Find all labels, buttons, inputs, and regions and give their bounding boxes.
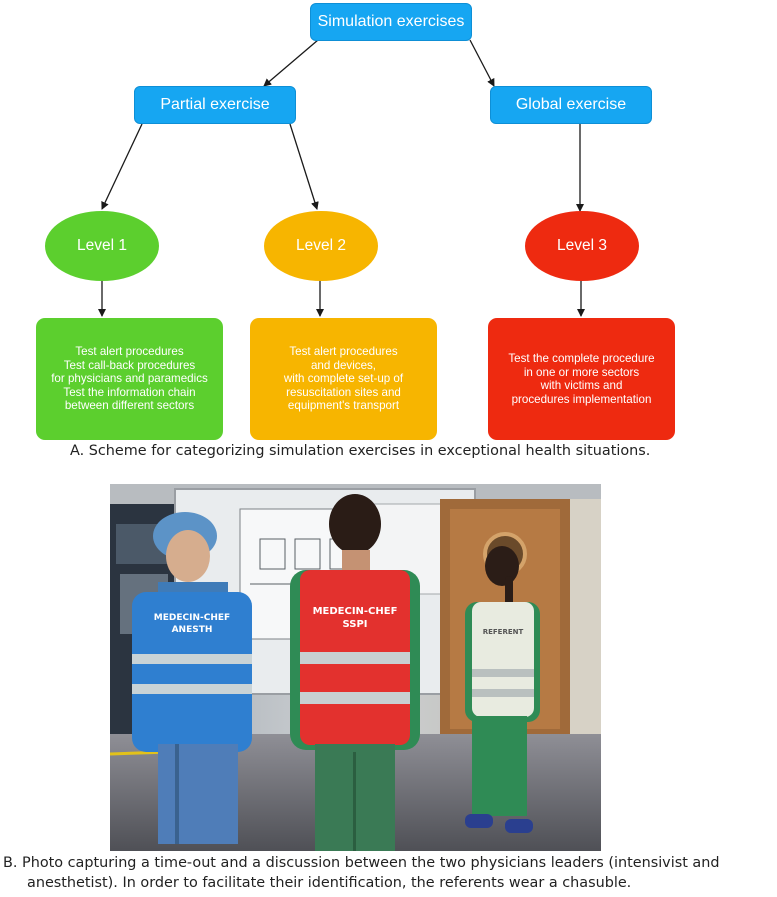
- vest-left-text-2: ANESTH: [171, 625, 213, 635]
- vest-center-text-2: SSPI: [342, 619, 368, 630]
- arrow-partial-to-level2: [290, 124, 317, 209]
- caption-b-line-2: anesthetist). In order to facilitate their identification, the referents wear a chasuble.: [27, 875, 632, 891]
- level-3-label: Level 3: [557, 237, 607, 254]
- root-node-simulation-exercises: [310, 3, 472, 41]
- level-2-label: Level 2: [296, 237, 346, 254]
- partial-exercise-node: [134, 86, 296, 124]
- level-3-description: Test the complete procedure in one or more sectors with victims and procedures implementation: [508, 352, 655, 406]
- level-1-ellipse: [45, 211, 159, 281]
- caption-b-line-1: B. Photo capturing a time-out and a discussion between the two physicians leaders (intensivist and: [3, 855, 720, 871]
- global-exercise-label: Global exercise: [515, 96, 627, 113]
- arrow-root-to-partial: [264, 40, 318, 86]
- level-3-description-box: [488, 318, 675, 440]
- level-1-label: Level 1: [77, 237, 127, 254]
- arrow-root-to-global: [470, 40, 494, 86]
- partial-exercise-label: Partial exercise: [160, 96, 270, 113]
- root-node-label: Simulation exercises: [317, 13, 465, 30]
- caption-a: A. Scheme for categorizing simulation exercises in exceptional health situations.: [70, 443, 651, 459]
- level-2-description-box: [250, 318, 437, 440]
- vest-center-text-1: MEDECIN-CHEF: [312, 606, 398, 617]
- level-1-description-box: [36, 318, 223, 440]
- level-2-ellipse: [264, 211, 378, 281]
- level-2-description: Test alert procedures and devices, with complete set-up of resuscitation sites and equipment's transport: [283, 345, 404, 413]
- vest-right-text: REFERENT: [482, 628, 524, 636]
- vest-left-text-1: MEDECIN-CHEF: [153, 613, 231, 623]
- level-3-ellipse: [525, 211, 639, 281]
- photo-physicians-time-out: [110, 484, 601, 851]
- level-1-description: Test alert procedures Test call-back procedures for physicians and paramedics Test the information chain between different sectors: [51, 345, 208, 413]
- arrow-partial-to-level1: [102, 124, 142, 209]
- global-exercise-node: [490, 86, 652, 124]
